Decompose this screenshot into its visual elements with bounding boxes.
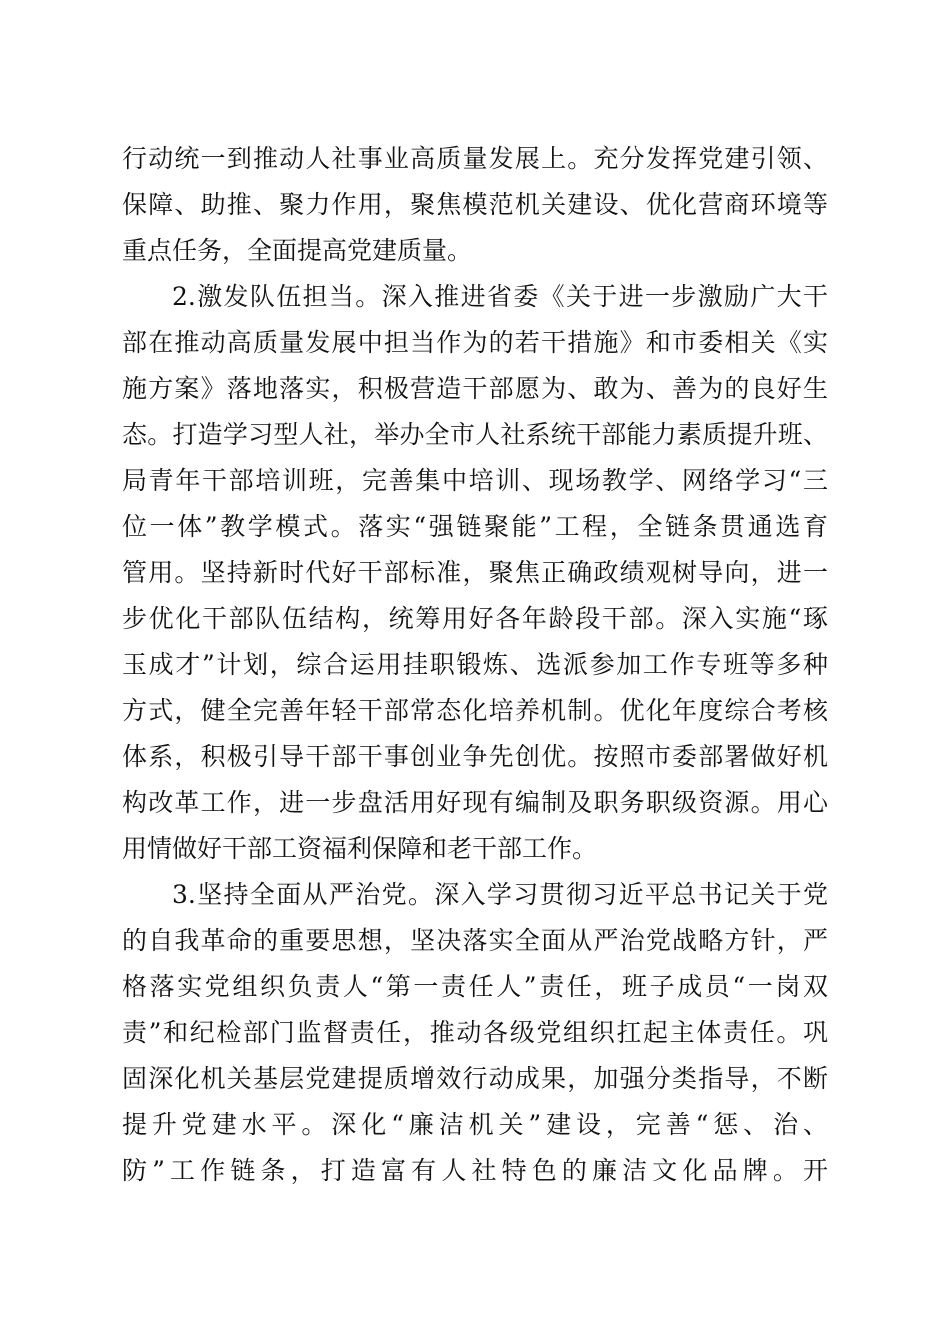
text-line-20: 责”和纪检部门监督责任，推动各级党组织扛起主体责任。巩: [122, 1018, 828, 1047]
text-line-16: 用情做好干部工资福利保障和老干部工作。: [122, 834, 598, 863]
text-line-10: 管用。坚持新时代好干部标准，聚焦正确政绩观树导向，进一: [122, 558, 828, 587]
text-line-2: 保障、助推、聚力作用，聚焦模范机关建设、优化营商环境等: [122, 190, 828, 219]
text-line-14: 体系，积极引导干部干事创业争先创优。按照市委部署做好机: [122, 742, 828, 771]
text-line-23: 防”工作链条，打造富有人社特色的廉洁文化品牌。开: [122, 1156, 828, 1185]
text-line-15: 构改革工作，进一步盘活用好现有编制及职务职级资源。用心: [122, 788, 828, 817]
text-line-12: 玉成才”计划，综合运用挂职锻炼、选派参加工作专班等多种: [122, 650, 828, 679]
text-line-6: 施方案》落地落实，积极营造干部愿为、敢为、善为的良好生: [122, 374, 828, 403]
text-line-1: 行动统一到推动人社事业高质量发展上。充分发挥党建引领、: [122, 144, 828, 173]
text-line-11: 步优化干部队伍结构，统筹用好各年龄段干部。深入实施“琢: [122, 604, 828, 633]
text-line-7: 态。打造学习型人社，举办全市人社系统干部能力素质提升班、: [122, 420, 828, 449]
text-line-13: 方式，健全完善年轻干部常态化培养机制。优化年度综合考核: [122, 696, 828, 725]
text-line-17: 3.坚持全面从严治党。深入学习贯彻习近平总书记关于党: [172, 880, 828, 909]
text-line-22: 提升党建水平。深化“廉洁机关”建设，完善“惩、治、: [122, 1110, 828, 1139]
text-line-3: 重点任务，全面提高党建质量。: [122, 236, 473, 265]
text-line-9: 位一体”教学模式。落实“强链聚能”工程，全链条贯通选育: [122, 512, 828, 541]
text-line-21: 固深化机关基层党建提质增效行动成果，加强分类指导，不断: [122, 1064, 828, 1093]
text-line-5: 部在推动高质量发展中担当作为的若干措施》和市委相关《实: [122, 328, 828, 357]
text-line-19: 格落实党组织负责人“第一责任人”责任，班子成员“一岗双: [122, 972, 828, 1001]
text-line-4: 2.激发队伍担当。深入推进省委《关于进一步激励广大干: [172, 282, 828, 311]
text-line-8: 局青年干部培训班，完善集中培训、现场教学、网络学习“三: [122, 466, 828, 495]
text-line-18: 的自我革命的重要思想，坚决落实全面从严治党战略方针，严: [122, 926, 828, 955]
